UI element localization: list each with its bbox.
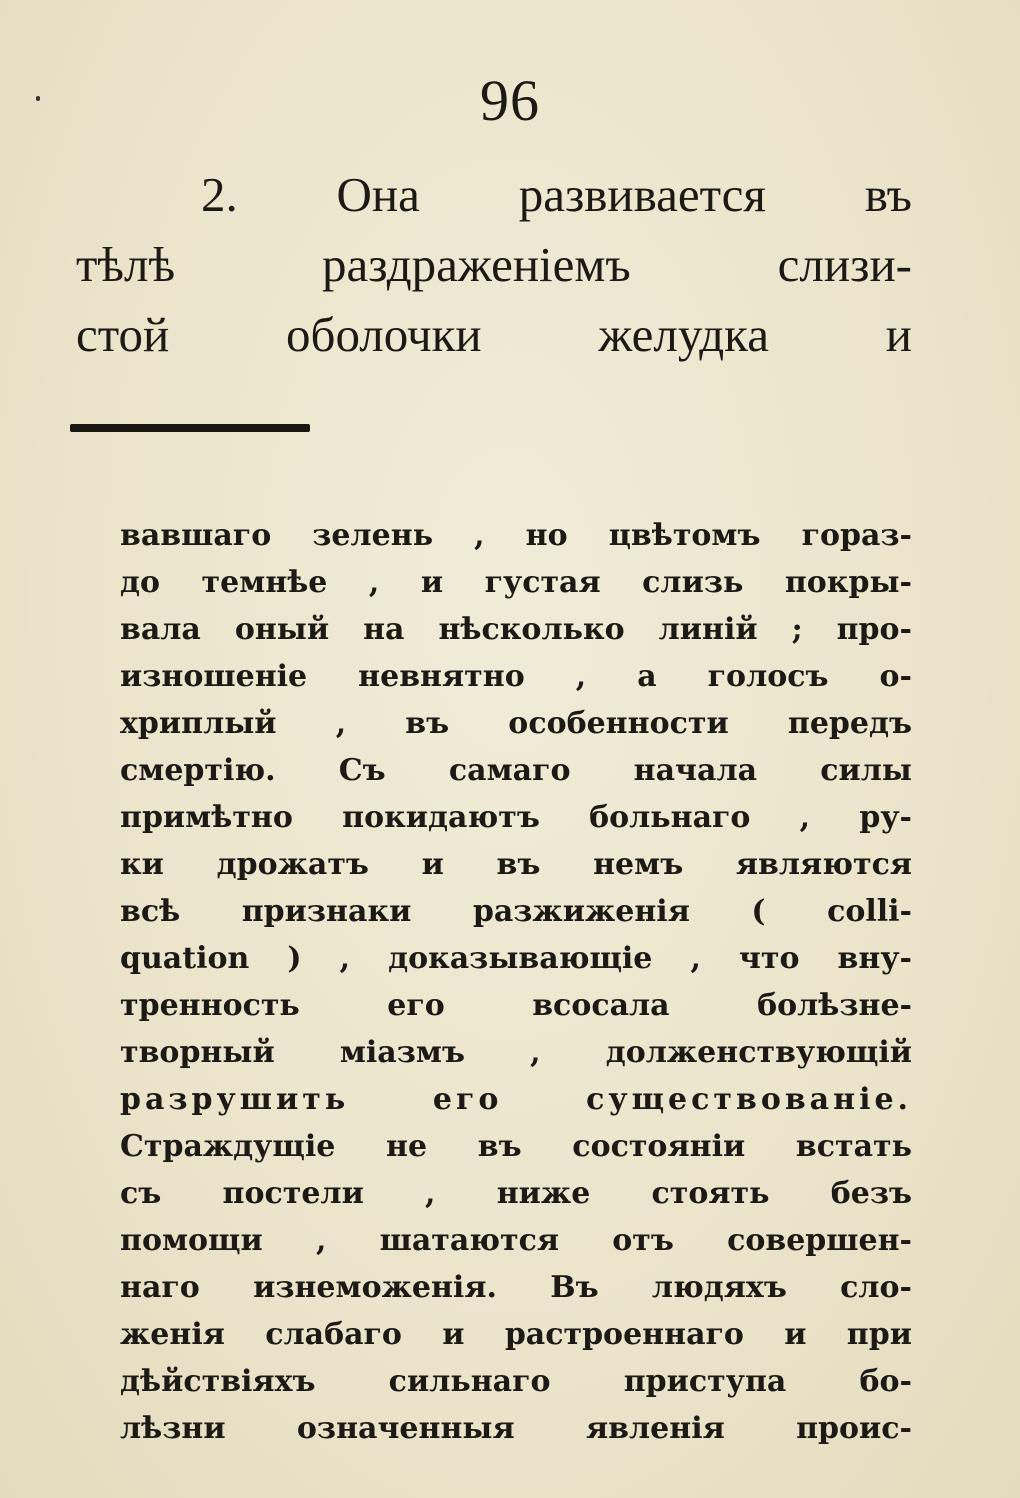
text-line: наго изнеможенія. Въ людяхъ сло-: [120, 1270, 912, 1305]
text-line: разрушить его существованіе.: [120, 1082, 912, 1117]
text-line: дѣйствіяхъ сильнаго приступа бо-: [120, 1364, 912, 1399]
text-line: до темнѣе , и густая слизь покры-: [120, 565, 912, 600]
text-line: quation ) , доказывающіе , что вну-: [120, 941, 912, 976]
text-line: вала оный на нѣсколько линій ; про-: [120, 612, 912, 647]
page-number: 96: [480, 68, 540, 133]
text-line: лѣзни означенныя явленія проис-: [120, 1411, 912, 1446]
text-line: смертію. Съ самаго начала силы: [120, 753, 912, 788]
text-line: примѣтно покидаютъ больнаго , ру-: [120, 800, 912, 835]
upper-line: 2. Она развивается въ: [201, 167, 912, 222]
text-line: изношеніе невнятно , а голосъ о-: [120, 659, 912, 694]
text-line: хриплый , въ особенности передъ: [120, 706, 912, 741]
lower-paragraph: [120, 512, 912, 1452]
text-line: всѣ признаки разжиженія ( colli-: [120, 894, 912, 929]
text-line: ки дрожатъ и въ немъ являются: [120, 847, 912, 882]
text-line: помощи , шатаются отъ совершен-: [120, 1223, 912, 1258]
upper-paragraph: [76, 160, 912, 370]
text-line: творный міазмъ , долженствующій: [120, 1035, 912, 1070]
upper-line: стой оболочки желудка и: [76, 307, 912, 362]
upper-line: тѣлѣ раздраженіемъ слизи-: [76, 237, 912, 292]
text-line: Страждущіе не въ состояніи встать: [120, 1129, 912, 1164]
section-divider-rule: [70, 424, 310, 432]
text-line: съ постели , ниже стоять безъ: [120, 1176, 912, 1211]
text-line: вавшаго зелень , но цвѣтомъ гораз-: [120, 518, 912, 553]
text-line: женія слабаго и растроеннаго и при: [120, 1317, 912, 1352]
text-line: тренность его всосала болѣзне-: [120, 988, 912, 1023]
